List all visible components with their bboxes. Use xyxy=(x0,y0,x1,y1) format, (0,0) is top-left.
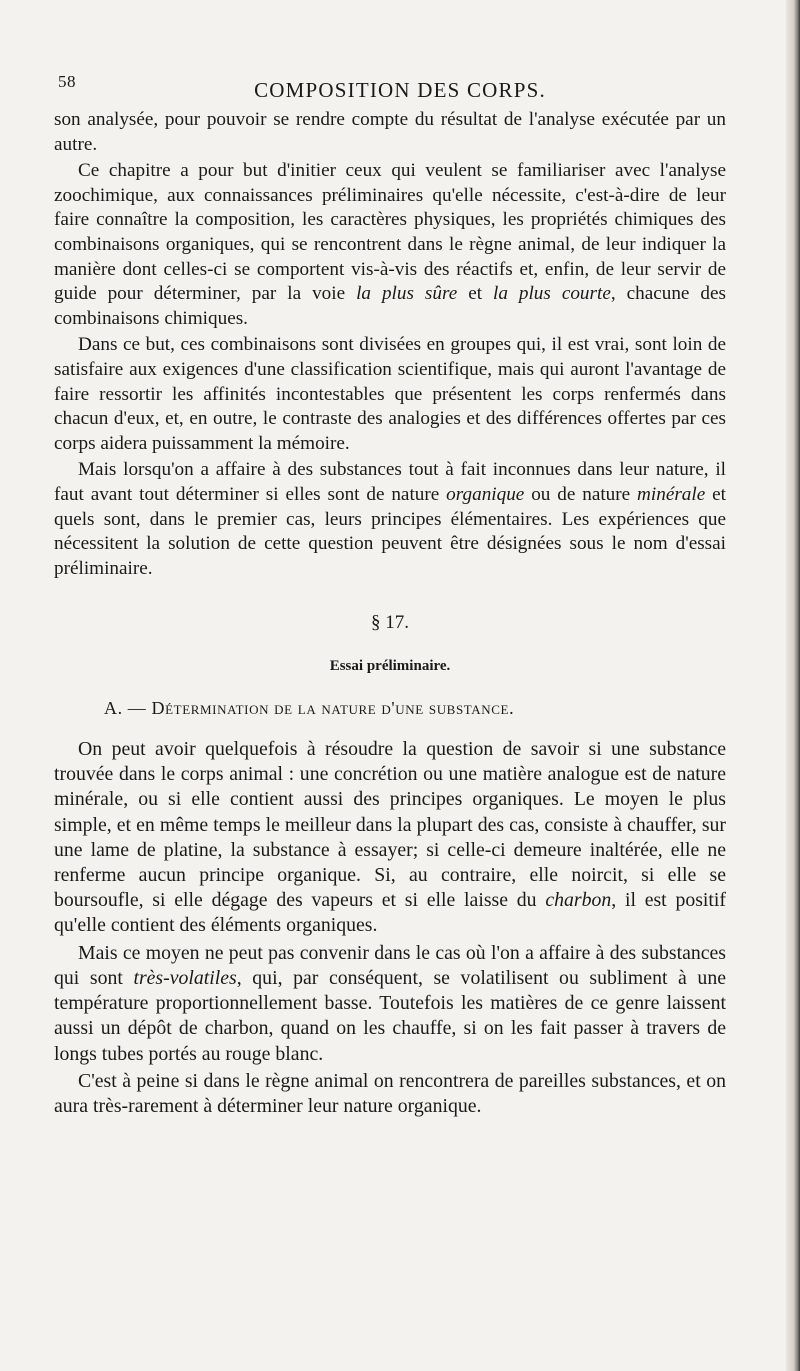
text-run: et xyxy=(457,283,493,305)
section-subtitle: Essai préliminaire. xyxy=(329,657,451,674)
italic-phrase: la plus sûre xyxy=(356,283,458,305)
section-number: § 17. xyxy=(371,612,409,634)
text-run: Ce chapitre a pour but d'initier ceux qui veulent se familiariser avec l'analyse zoochimique, aux connaissances préliminaires qu'elle nécessite, c'est-à-dire de leur faire connaître la composition, les caractères physiques, les propriétés chimiques des combinaisons organiques, qui se rencontrent dans le règne animal, de leur indiquer la manière dont celles-ci se comportent vis-à-vis des réactifs et, enfin, de leur servir de guide pour déterminer, par la voie xyxy=(54,160,726,305)
paragraph-volatile xyxy=(54,941,726,1067)
text-run: , qui, par conséquent, se volatilisent ou subliment à une température proportionnellement basse. Toutefois les matières de ce genre laissent aussi un dépôt de charbon, quand on les chauffe, si on les fait passer à travers de longs tubes portés au rouge blanc. xyxy=(54,966,726,1065)
text-run: Mais ce moyen ne peut pas convenir dans le cas où l'on a affaire à des substances qui sont xyxy=(54,941,726,989)
running-title: COMPOSITION DES CORPS. xyxy=(254,78,546,102)
paragraph-chapter-purpose xyxy=(54,159,726,331)
paragraph-platinum-test xyxy=(54,737,726,939)
paragraph-rare: C'est à peine si dans le règne animal on rencontrera de pareilles substances, et on aura très-rarement à déterminer leur nature organique. xyxy=(54,1069,726,1117)
italic-phrase: très-volatiles xyxy=(133,966,237,989)
paragraph-unknown-substances xyxy=(54,458,726,581)
subsection-letter: A. — xyxy=(104,698,147,719)
italic-phrase: minérale xyxy=(637,483,706,505)
page-number: 58 xyxy=(58,72,76,91)
text-run: et quels sont, dans le premier cas, leurs principes élémentaires. Les expériences que nécessitent la solution de cette question peuvent être désignées sous le nom d'essai préliminaire. xyxy=(54,483,726,579)
italic-phrase: la plus courte xyxy=(493,283,611,305)
paragraph-groups: Dans ce but, ces combinaisons sont divisées en groupes qui, il est vrai, sont loin de satisfaire aux exigences d'une classification scientifique, mais qui auront l'avantage de faire ressortir les affinités incontestables que présentent les corps renfermés dans chacun d'eux, et, en outre, le contraste des analogies et des différences offertes par ces corps aidera puissamment la mémoire. xyxy=(54,334,726,454)
text-run: Mais lorsqu'on a affaire à des substances tout à fait inconnues dans leur nature, il faut avant tout déterminer si elles sont de nature xyxy=(54,459,726,505)
paragraph-continuation: son analysée, pour pouvoir se rendre compte du résultat de l'analyse exécutée par un autre. xyxy=(54,109,726,155)
page-edge-shadow xyxy=(786,0,800,1371)
body-text xyxy=(54,108,726,1119)
subsection-heading xyxy=(54,696,726,721)
text-run: , chacune des combinaisons chimiques. xyxy=(54,283,726,329)
italic-phrase: organique xyxy=(446,483,525,505)
text-run: , il est positif qu'elle contient des éléments organiques. xyxy=(54,889,726,937)
text-run: ou de nature xyxy=(524,483,638,505)
italic-phrase: charbon xyxy=(545,889,612,912)
text-run: On peut avoir quelquefois à résoudre la question de savoir si une substance trouvée dans le corps animal : une concrétion ou une matière analogue est de nature minérale, ou si elle contient aussi des principes organiques. Le moyen le plus simple, et en même temps le meilleur dans la plupart des cas, consiste à chauffer, sur une lame de platine, la substance à essayer; si celle-ci demeure inaltérée, elle ne renferme aucun principe organique. Si, au contraire, elle noircit, si elle se boursoufle, si elle dégage des vapeurs et si elle laisse du xyxy=(54,738,726,912)
subsection-title: Détermination de la nature d'une substance. xyxy=(151,698,515,719)
